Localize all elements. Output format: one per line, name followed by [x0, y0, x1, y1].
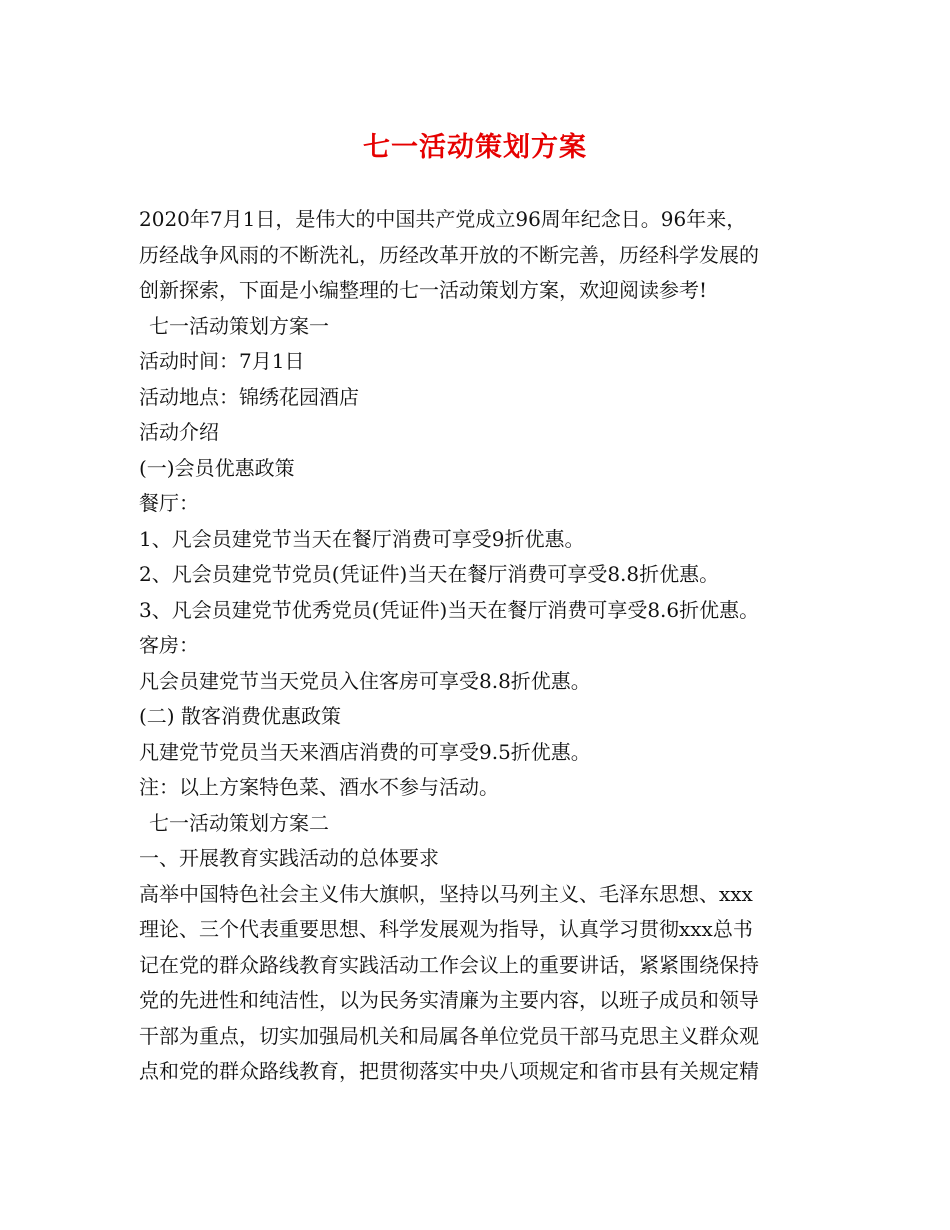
subsection-heading: (一)会员优惠政策 [139, 455, 295, 480]
paragraph-line: 理论、三个代表重要思想、科学发展观为指导，认真学习贯彻xxx总书 [139, 917, 753, 941]
paragraph-line: 点和党的群众路线教育，把贯彻落实中央八项规定和省市县有关规定精 [139, 1059, 759, 1083]
paragraph-line: 2020年7月1日，是伟大的中国共产党成立96周年纪念日。96年来， [139, 207, 747, 231]
section-heading-2: 七一活动策划方案二 [149, 810, 329, 835]
paragraph-line: 干部为重点，切实加强局机关和局属各单位党员干部马克思主义群众观 [139, 1023, 759, 1048]
subsection-heading: 一、开展教育实践活动的总体要求 [139, 846, 439, 870]
subsection-heading: (二) 散客消费优惠政策 [139, 704, 341, 728]
document-body [139, 202, 819, 1090]
paragraph-line: 记在党的群众路线教育实践活动工作会议上的重要讲话，紧紧围绕保持 [139, 952, 759, 977]
list-item: 2、凡会员建党节党员(凭证件)当天在餐厅消费可享受8.8折优惠。 [139, 562, 720, 586]
note-line: 注：以上方案特色菜、酒水不参与活动。 [139, 775, 499, 799]
paragraph-line: 凡会员建党节当天党员入住客房可享受8.8折优惠。 [139, 668, 591, 693]
paragraph-line: 党的先进性和纯洁性，以为民务实清廉为主要内容，以班子成员和领导 [139, 988, 759, 1012]
document-title: 七一活动策划方案 [363, 132, 587, 163]
activity-time: 活动时间：7月1日 [139, 349, 305, 373]
list-item: 1、凡会员建党节当天在餐厅消费可享受9折优惠。 [139, 526, 585, 551]
list-item: 3、凡会员建党节优秀党员(凭证件)当天在餐厅消费可享受8.6折优惠。 [139, 597, 760, 622]
paragraph-line: 创新探索，下面是小编整理的七一活动策划方案，欢迎阅读参考! [139, 278, 708, 302]
activity-intro-label: 活动介绍 [139, 420, 219, 444]
paragraph-line: 历经战争风雨的不断洗礼，历经改革开放的不断完善，历经科学发展的 [139, 242, 759, 267]
category-label: 餐厅： [139, 491, 199, 515]
section-heading-1: 七一活动策划方案一 [149, 313, 329, 338]
category-label: 客房： [139, 633, 199, 657]
paragraph-line: 高举中国特色社会主义伟大旗帜，坚持以马列主义、毛泽东思想、xxx [139, 881, 753, 906]
activity-location: 活动地点：锦绣花园酒店 [139, 384, 359, 409]
paragraph-line: 凡建党节党员当天来酒店消费的可享受9.5折优惠。 [139, 739, 591, 764]
